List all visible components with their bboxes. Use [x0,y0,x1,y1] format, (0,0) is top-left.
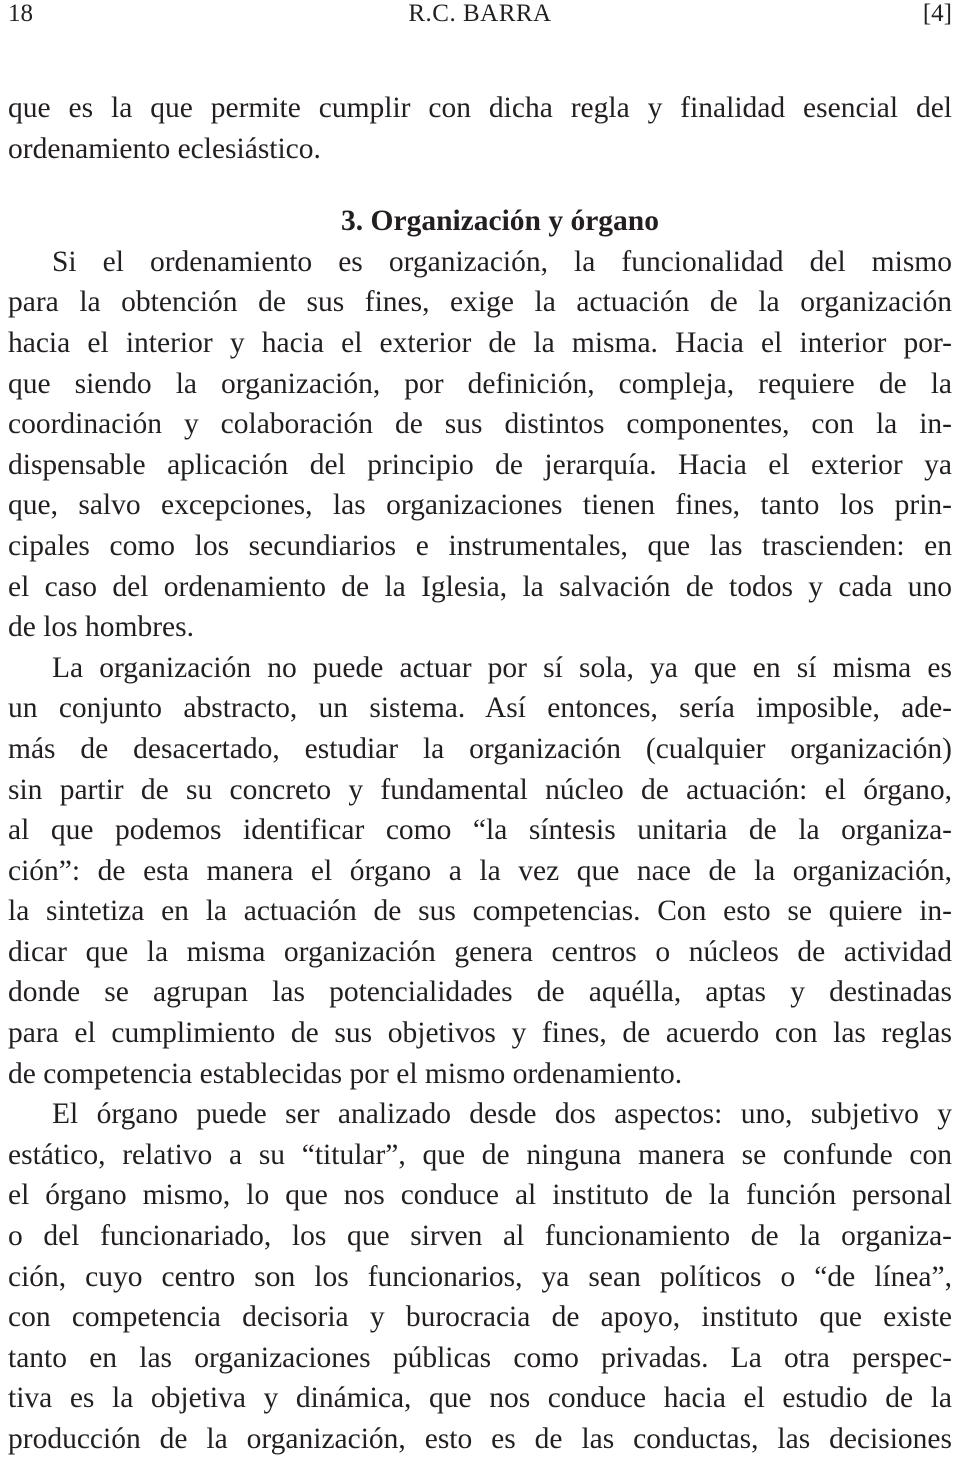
text-line: dicar que la misma organización genera centros o núcleos de actividad [8,935,952,968]
paragraph [8,648,952,1095]
text-line: cipales como los secundiarios e instrumentales, que las trascienden: en [8,529,952,562]
text-line: dispensable aplicación del principio de jerarquía. Hacia el exterior ya [8,448,952,481]
text-line: La organización no puede actuar por sí sola, ya que en sí misma es [52,651,952,684]
page-header [8,0,952,34]
text-line: ción, cuyo centro son los funcionarios, ya sean políticos o “de línea”, [8,1260,952,1293]
text-line: hacia el interior y hacia el exterior de la misma. Hacia el interior por- [8,326,952,359]
text-line: ordenamiento eclesiástico. [8,132,321,165]
text-line: al que podemos identificar como “la síntesis unitaria de la organiza- [8,814,952,847]
text-line: más de desacertado, estudiar la organización (cualquier organización) [8,732,952,765]
text-line: un conjunto abstracto, un sistema. Así entonces, sería imposible, ade- [8,692,952,725]
text-line: el órgano mismo, lo que nos conduce al instituto de la función personal [8,1179,952,1212]
running-head: R.C. BARRA [408,0,552,27]
text-line: la sintetiza en la actuación de sus competencias. Con esto se quiere in- [8,895,952,928]
text-line: con competencia decisoria y burocracia de apoyo, instituto que existe [8,1301,952,1334]
paragraph [8,1094,952,1459]
text-line: el caso del ordenamiento de la Iglesia, la salvación de todos y cada uno [8,570,952,603]
chapter-reference: [4] [922,0,952,27]
text-line: que, salvo excepciones, las organizaciones tienen fines, tanto los prin- [8,489,952,522]
text-line: que es la que permite cumplir con dicha regla y finalidad esencial del [8,92,952,124]
body-text [8,88,952,1460]
section-heading [8,201,952,242]
text-line: de competencia establecidas por el mismo ordenamiento. [8,1057,683,1090]
text-line: ción”: de esta manera el órgano a la vez que nace de la organización, [8,854,952,887]
text-line: producción de la organización, esto es de las conductas, las decisiones [8,1423,952,1455]
text-line: para el cumplimiento de sus objetivos y fines, de acuerdo con las reglas [8,1017,952,1050]
text-line: tiva es la objetiva y dinámica, que nos conduce hacia el estudio de la [8,1382,952,1415]
section-heading-text: 3. Organización y órgano [341,205,659,238]
page-number: 18 [8,0,33,27]
text-line: sin partir de su concreto y fundamental núcleo de actuación: el órgano, [8,773,952,806]
text-line: tanto en las organizaciones públicas como privadas. La otra perspec- [8,1341,952,1374]
text-line: de los hombres. [8,611,194,644]
text-line: donde se agrupan las potencialidades de aquélla, aptas y destinadas [8,976,952,1009]
text-line: o del funcionariado, los que sirven al funcionamiento de la organiza- [8,1220,952,1253]
text-line: coordinación y colaboración de sus distintos componentes, con la in- [8,408,952,441]
text-line: que siendo la organización, por definición, compleja, requiere de la [8,367,952,400]
text-line: Si el ordenamiento es organización, la funcionalidad del mismo [52,245,952,278]
paragraph [8,242,952,648]
text-line: El órgano puede ser analizado desde dos aspectos: uno, subjetivo y [52,1098,952,1131]
text-line: estático, relativo a su “titular”, que de ninguna manera se confunde con [8,1138,952,1171]
paragraph [8,88,952,169]
text-line: para la obtención de sus fines, exige la actuación de la organización [8,286,952,319]
